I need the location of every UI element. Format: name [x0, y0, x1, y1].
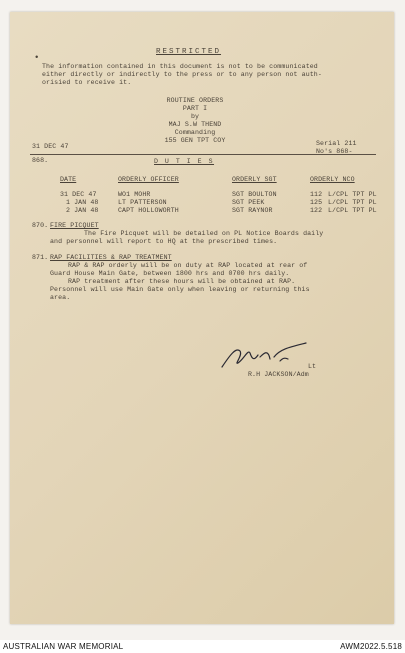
row-2-nco-prefix: 125 [310, 199, 323, 206]
col-header-sgt: ORDERLY SGT [232, 176, 277, 183]
order-numbers: No's 868- [316, 148, 353, 155]
row-1-nco: L/CPL TPT PL [328, 191, 377, 198]
row-3-nco: L/CPL TPT PL [328, 207, 377, 214]
item-number-871: 871. [32, 254, 49, 261]
duties-title: D U T I E S [154, 158, 215, 165]
serial-number: Serial 211 [316, 140, 357, 147]
footer-accession-number: AWM2022.5.518 [340, 642, 402, 651]
rap-line-1: RAP & RAP orderly will be on duty at RAP located at rear of [68, 262, 308, 269]
col-header-nco: ORDERLY NCO [310, 176, 355, 183]
row-1-nco-prefix: 112 [310, 191, 323, 198]
row-1-sgt: SGT BOULTON [232, 191, 277, 198]
notice-line-1: The information contained in this document is not to be communicated [42, 63, 318, 70]
notice-line-3: orisied to receive it. [42, 79, 132, 86]
orders-line-3: by [190, 113, 200, 120]
row-3-date: 2 JAN 48 [66, 207, 99, 214]
rap-line-3: RAP treatment after these hours will be obtained at RAP. [68, 278, 296, 285]
signatory-rank: Lt [308, 363, 317, 370]
orders-line-4: MAJ S.W THEND [168, 121, 222, 128]
footer-institution: AUSTRALIAN WAR MEMORIAL [3, 642, 124, 651]
orders-line-1: ROUTINE ORDERS [166, 97, 224, 104]
notice-line-2: either directly or indirectly to the press or to any person not auth- [42, 71, 322, 78]
row-1-date: 31 DEC 47 [60, 191, 97, 198]
row-3-nco-prefix: 122 [310, 207, 323, 214]
rap-line-5: area. [50, 294, 71, 301]
row-2-officer: LT PATTERSON [118, 199, 167, 206]
signatory-name: R.H JACKSON/Adm [248, 371, 309, 378]
rap-line-4: Personnel will use Main Gate only when leaving or returning this [50, 286, 310, 293]
row-3-officer: CAPT HOLLOWORTH [118, 207, 179, 214]
order-date: 31 DEC 47 [32, 143, 69, 150]
bullet-mark: • [34, 53, 40, 63]
col-header-date: DATE [60, 176, 77, 183]
document-page [10, 12, 394, 624]
fire-picquet-line-1: The Fire Picquet will be detailed on PL Notice Boards daily [84, 230, 324, 237]
rap-line-2: Guard House Main Gate, between 1800 hrs and 0700 hrs daily. [50, 270, 290, 277]
fire-picquet-title: FIRE PICQUET [50, 222, 99, 229]
row-2-date: 1 JAN 48 [66, 199, 99, 206]
item-number-870: 870. [32, 222, 49, 229]
orders-line-5: Commanding [174, 129, 216, 136]
fire-picquet-line-2: and personnel will report to HQ at the prescribed times. [50, 238, 278, 245]
orders-line-6: 155 GEN TPT COY [164, 137, 226, 144]
row-1-officer: WO1 MOHR [118, 191, 151, 198]
row-2-nco: L/CPL TPT PL [328, 199, 377, 206]
item-number-868: 868. [32, 157, 49, 164]
orders-line-2: PART I [182, 105, 208, 112]
col-header-officer: ORDERLY OFFICER [118, 176, 179, 183]
rap-title: RAP FACILITIES & RAP TREATMENT [50, 254, 172, 261]
restricted-header: RESTRICTED [156, 48, 222, 56]
divider-line [30, 154, 376, 155]
row-2-sgt: SGT PEEK [232, 199, 265, 206]
footer-bar [0, 640, 405, 653]
row-3-sgt: SGT RAYNOR [232, 207, 273, 214]
